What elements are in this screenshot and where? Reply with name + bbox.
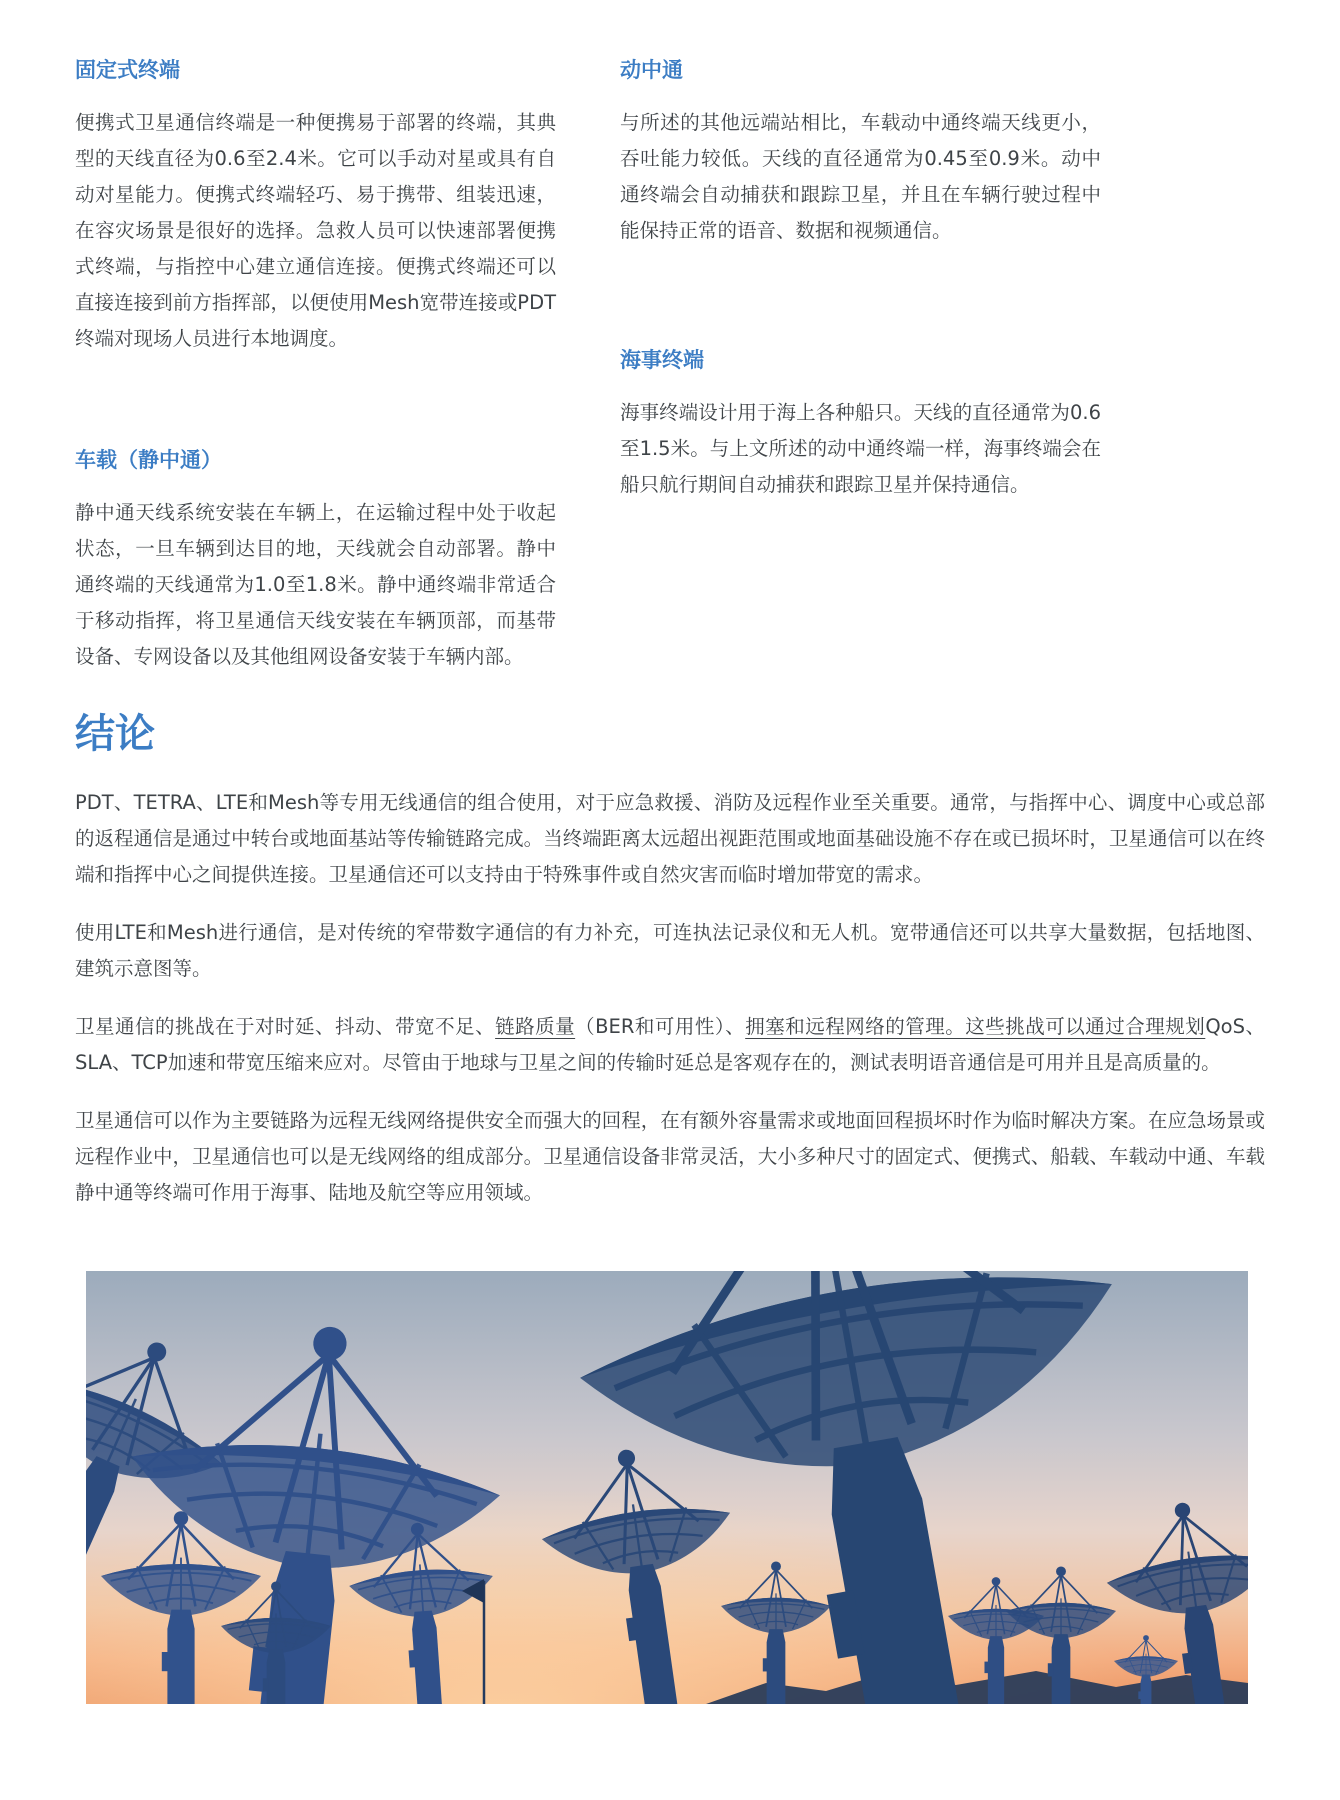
plain-text: 卫星通信的挑战在于对时延、抖动、带宽不足、 <box>75 1015 496 1038</box>
satellite-dishes-photo <box>86 1271 1248 1704</box>
terminal-columns <box>75 55 1101 675</box>
sotm-body: 与所述的其他远端站相比，车载动中通终端天线更小，吞吐能力较低。天线的直径通常为0.45至0.9米。动中通终端会自动捕获和跟踪卫星，并且在车辆行驶过程中能保持正常的语音、数据和视频通信。 <box>620 111 1101 242</box>
plain-text: QoS、SLA、TCP加速和带宽压缩来应对。尽管由于地球与卫星之间的传输时延总是客观存在的，测试表明语音通信是可用并且是高质量的。 <box>75 1015 1265 1074</box>
plain-text: （BER和可用性）、 <box>575 1015 746 1038</box>
conclusion-paragraph-1: PDT、TETRA、LTE和Mesh等专用无线通信的组合使用，对于应急救援、消防及远程作业至关重要。通常，与指挥中心、调度中心或总部的返程通信是通过中转台或地面基站等传输链路完成。当终端距离太远超出视距范围或地面基础设施不存在或已损坏时，卫星通信可以在终端和指挥中心之间提供连接。卫星通信还可以支持由于特殊事件或自然灾害而临时增加带宽的需求。 <box>75 791 1265 886</box>
underlined-text: 链路质量 <box>495 1015 576 1038</box>
column-right <box>620 55 1101 675</box>
conclusion-heading: 结论 <box>75 711 155 757</box>
column-left <box>75 55 556 675</box>
conclusion-paragraph-2: 使用LTE和Mesh进行通信，是对传统的窄带数字通信的有力补充，可连执法记录仪和无人机。宽带通信还可以共享大量数据，包括地图、建筑示意图等。 <box>75 921 1265 980</box>
maritime-heading: 海事终端 <box>620 348 704 372</box>
conclusion-paragraph-3 <box>75 1009 1265 1081</box>
satellite-dishes-illustration <box>86 1271 1248 1704</box>
sotm-heading: 动中通 <box>620 58 683 82</box>
vehicle-static-heading: 车载（静中通） <box>75 448 222 472</box>
maritime-body: 海事终端设计用于海上各种船只。天线的直径通常为0.6至1.5米。与上文所述的动中通终端一样，海事终端会在船只航行期间自动捕获和跟踪卫星并保持通信。 <box>620 401 1101 496</box>
section-maritime <box>620 345 1101 503</box>
section-fixed-terminal <box>75 55 556 357</box>
fixed-terminal-heading: 固定式终端 <box>75 58 180 82</box>
section-vehicle-static <box>75 445 556 675</box>
underlined-text: 拥塞和远程网络的管理。这些挑战可以通过合理规划 <box>745 1015 1206 1038</box>
vehicle-static-body: 静中通天线系统安装在车辆上，在运输过程中处于收起状态，一旦车辆到达目的地，天线就会自动部署。静中通终端的天线通常为1.0至1.8米。静中通终端非常适合于移动指挥，将卫星通信天线安装在车辆顶部，而基带设备、专网设备以及其他组网设备安装于车辆内部。 <box>75 501 556 668</box>
section-sotm <box>620 55 1101 249</box>
conclusion-paragraph-4: 卫星通信可以作为主要链路为远程无线网络提供安全而强大的回程，在有额外容量需求或地面回程损坏时作为临时解决方案。在应急场景或远程作业中，卫星通信也可以是无线网络的组成部分。卫星通信设备非常灵活，大小多种尺寸的固定式、便携式、船载、车载动中通、车载静中通等终端可作用于海事、陆地及航空等应用领域。 <box>75 1109 1265 1204</box>
fixed-terminal-body: 便携式卫星通信终端是一种便携易于部署的终端，其典型的天线直径为0.6至2.4米。它可以手动对星或具有自动对星能力。便携式终端轻巧、易于携带、组装迅速，在容灾场景是很好的选择。急救人员可以快速部署便携式终端，与指控中心建立通信连接。便携式终端还可以直接连接到前方指挥部，以便使用Mesh宽带连接或PDT终端对现场人员进行本地调度。 <box>75 111 556 350</box>
